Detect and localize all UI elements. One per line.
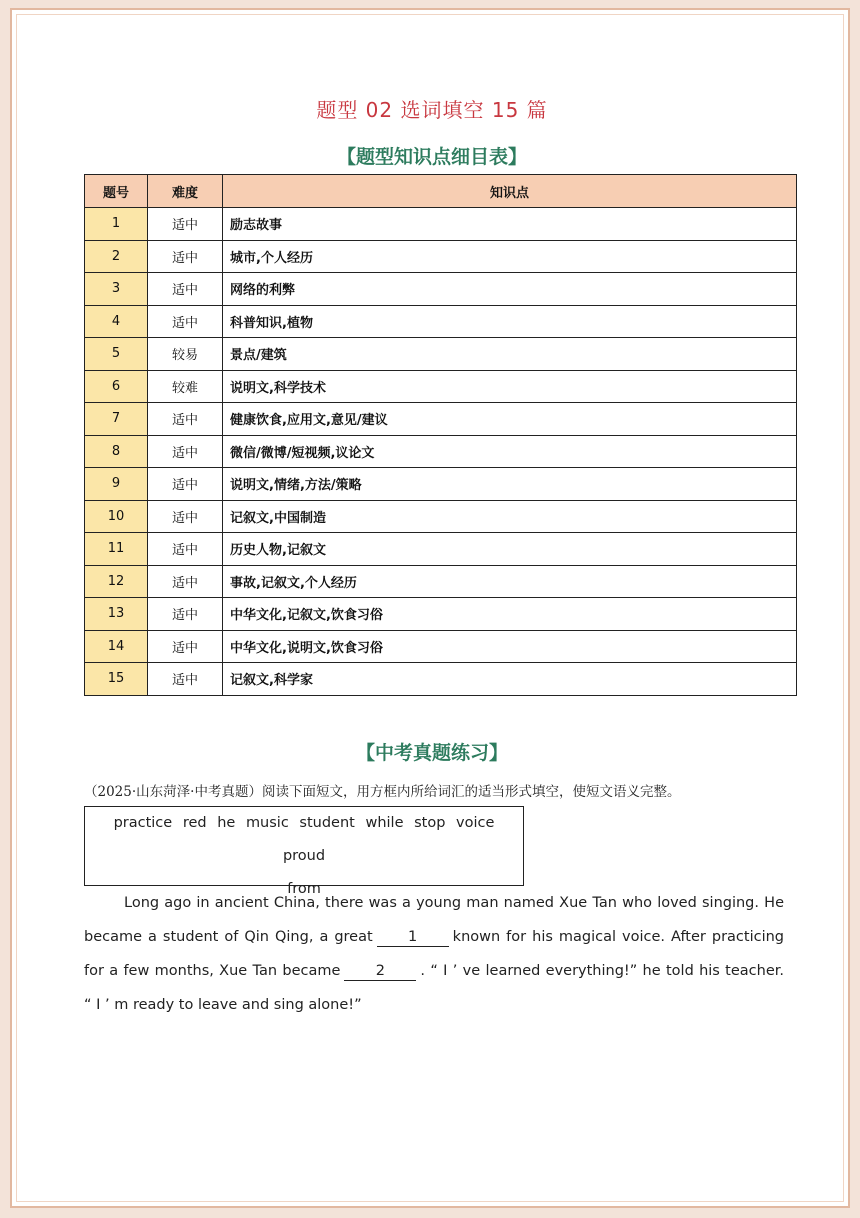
word-box-word: proud bbox=[282, 848, 326, 864]
row-number: 3 bbox=[85, 273, 148, 306]
table-row bbox=[85, 435, 797, 468]
row-difficulty: 适中 bbox=[148, 240, 223, 273]
row-number: 7 bbox=[85, 403, 148, 436]
word-box-word: from bbox=[287, 881, 321, 897]
row-topic: 中华文化,记叙文,饮食习俗 bbox=[223, 598, 797, 631]
row-number: 5 bbox=[85, 338, 148, 371]
word-box-word: while bbox=[365, 815, 404, 831]
knowledge-table bbox=[84, 174, 797, 696]
header-topic: 知识点 bbox=[223, 175, 797, 208]
word-box-word: red bbox=[182, 815, 207, 831]
row-number: 6 bbox=[85, 370, 148, 403]
table-row bbox=[85, 598, 797, 631]
blank-2[interactable]: 2 bbox=[344, 962, 416, 981]
table-row bbox=[85, 208, 797, 241]
table-row bbox=[85, 630, 797, 663]
row-number: 8 bbox=[85, 435, 148, 468]
section-title-exam-practice: 【中考真题练习】 bbox=[355, 742, 508, 764]
row-topic: 科普知识,植物 bbox=[223, 305, 797, 338]
row-number: 15 bbox=[85, 663, 148, 696]
row-topic: 历史人物,记叙文 bbox=[223, 533, 797, 566]
row-difficulty: 适中 bbox=[148, 208, 223, 241]
word-box-word: music bbox=[245, 815, 289, 831]
table-row bbox=[85, 500, 797, 533]
word-box-word: he bbox=[217, 815, 236, 831]
word-box bbox=[84, 806, 524, 897]
row-topic: 事故,记叙文,个人经历 bbox=[223, 565, 797, 598]
row-number: 14 bbox=[85, 630, 148, 663]
header-difficulty: 难度 bbox=[148, 175, 223, 208]
document-page bbox=[10, 8, 850, 1208]
passage-text-1: Long ago in ancient China, there was a young man named Xue Tan who loved singing. He became a student of Qin Qing, a great bbox=[84, 895, 784, 945]
row-difficulty: 适中 bbox=[148, 273, 223, 306]
page-title: 题型 02 选词填空 15 篇 bbox=[316, 98, 548, 122]
row-number: 13 bbox=[85, 598, 148, 631]
row-topic: 记叙文,科学家 bbox=[223, 663, 797, 696]
row-topic: 网络的利弊 bbox=[223, 273, 797, 306]
row-topic: 记叙文,中国制造 bbox=[223, 500, 797, 533]
row-topic: 健康饮食,应用文,意见/建议 bbox=[223, 403, 797, 436]
row-difficulty: 适中 bbox=[148, 435, 223, 468]
row-number: 9 bbox=[85, 468, 148, 501]
exercise-instruction: （2025·山东菏泽·中考真题）阅读下面短文，用方框内所给词汇的适当形式填空，使短文语义完整。 bbox=[84, 784, 681, 800]
word-box-word: student bbox=[299, 815, 355, 831]
row-difficulty: 较难 bbox=[148, 370, 223, 403]
table-header-row bbox=[85, 175, 797, 208]
row-difficulty: 适中 bbox=[148, 500, 223, 533]
table-row bbox=[85, 533, 797, 566]
row-number: 12 bbox=[85, 565, 148, 598]
row-topic: 城市,个人经历 bbox=[223, 240, 797, 273]
row-difficulty: 适中 bbox=[148, 598, 223, 631]
row-number: 1 bbox=[85, 208, 148, 241]
row-difficulty: 适中 bbox=[148, 305, 223, 338]
row-number: 11 bbox=[85, 533, 148, 566]
table-row bbox=[85, 338, 797, 371]
word-box-word: practice bbox=[113, 815, 173, 831]
row-topic: 微信/微博/短视频,议论文 bbox=[223, 435, 797, 468]
table-row bbox=[85, 240, 797, 273]
word-box-line-1 bbox=[85, 807, 523, 873]
header-number: 题号 bbox=[85, 175, 148, 208]
table-row bbox=[85, 403, 797, 436]
row-number: 4 bbox=[85, 305, 148, 338]
row-difficulty: 适中 bbox=[148, 630, 223, 663]
row-number: 10 bbox=[85, 500, 148, 533]
blank-1[interactable]: 1 bbox=[377, 928, 449, 947]
word-box-word: voice bbox=[456, 815, 495, 831]
table-row bbox=[85, 468, 797, 501]
row-topic: 励志故事 bbox=[223, 208, 797, 241]
row-difficulty: 适中 bbox=[148, 565, 223, 598]
table-row bbox=[85, 273, 797, 306]
row-difficulty: 适中 bbox=[148, 403, 223, 436]
row-difficulty: 适中 bbox=[148, 468, 223, 501]
passage-text-2: known for his magical voice. After practicing for a few months, Xue Tan became bbox=[84, 929, 784, 979]
row-topic: 说明文,科学技术 bbox=[223, 370, 797, 403]
table-row bbox=[85, 305, 797, 338]
row-difficulty: 适中 bbox=[148, 663, 223, 696]
row-topic: 中华文化,说明文,饮食习俗 bbox=[223, 630, 797, 663]
row-difficulty: 适中 bbox=[148, 533, 223, 566]
word-box-word: stop bbox=[414, 815, 446, 831]
table-row bbox=[85, 370, 797, 403]
passage bbox=[84, 886, 784, 1022]
row-difficulty: 较易 bbox=[148, 338, 223, 371]
row-number: 2 bbox=[85, 240, 148, 273]
passage-text-3: . “ I ’ ve learned everything!” he told his teacher. “ I ’ m ready to leave and sing alone!” bbox=[84, 963, 784, 1013]
table-row bbox=[85, 565, 797, 598]
section-title-knowledge-table: 【题型知识点细目表】 bbox=[336, 146, 527, 168]
row-topic: 说明文,情绪,方法/策略 bbox=[223, 468, 797, 501]
row-topic: 景点/建筑 bbox=[223, 338, 797, 371]
table-row bbox=[85, 663, 797, 696]
passage-paragraph bbox=[84, 886, 784, 1022]
